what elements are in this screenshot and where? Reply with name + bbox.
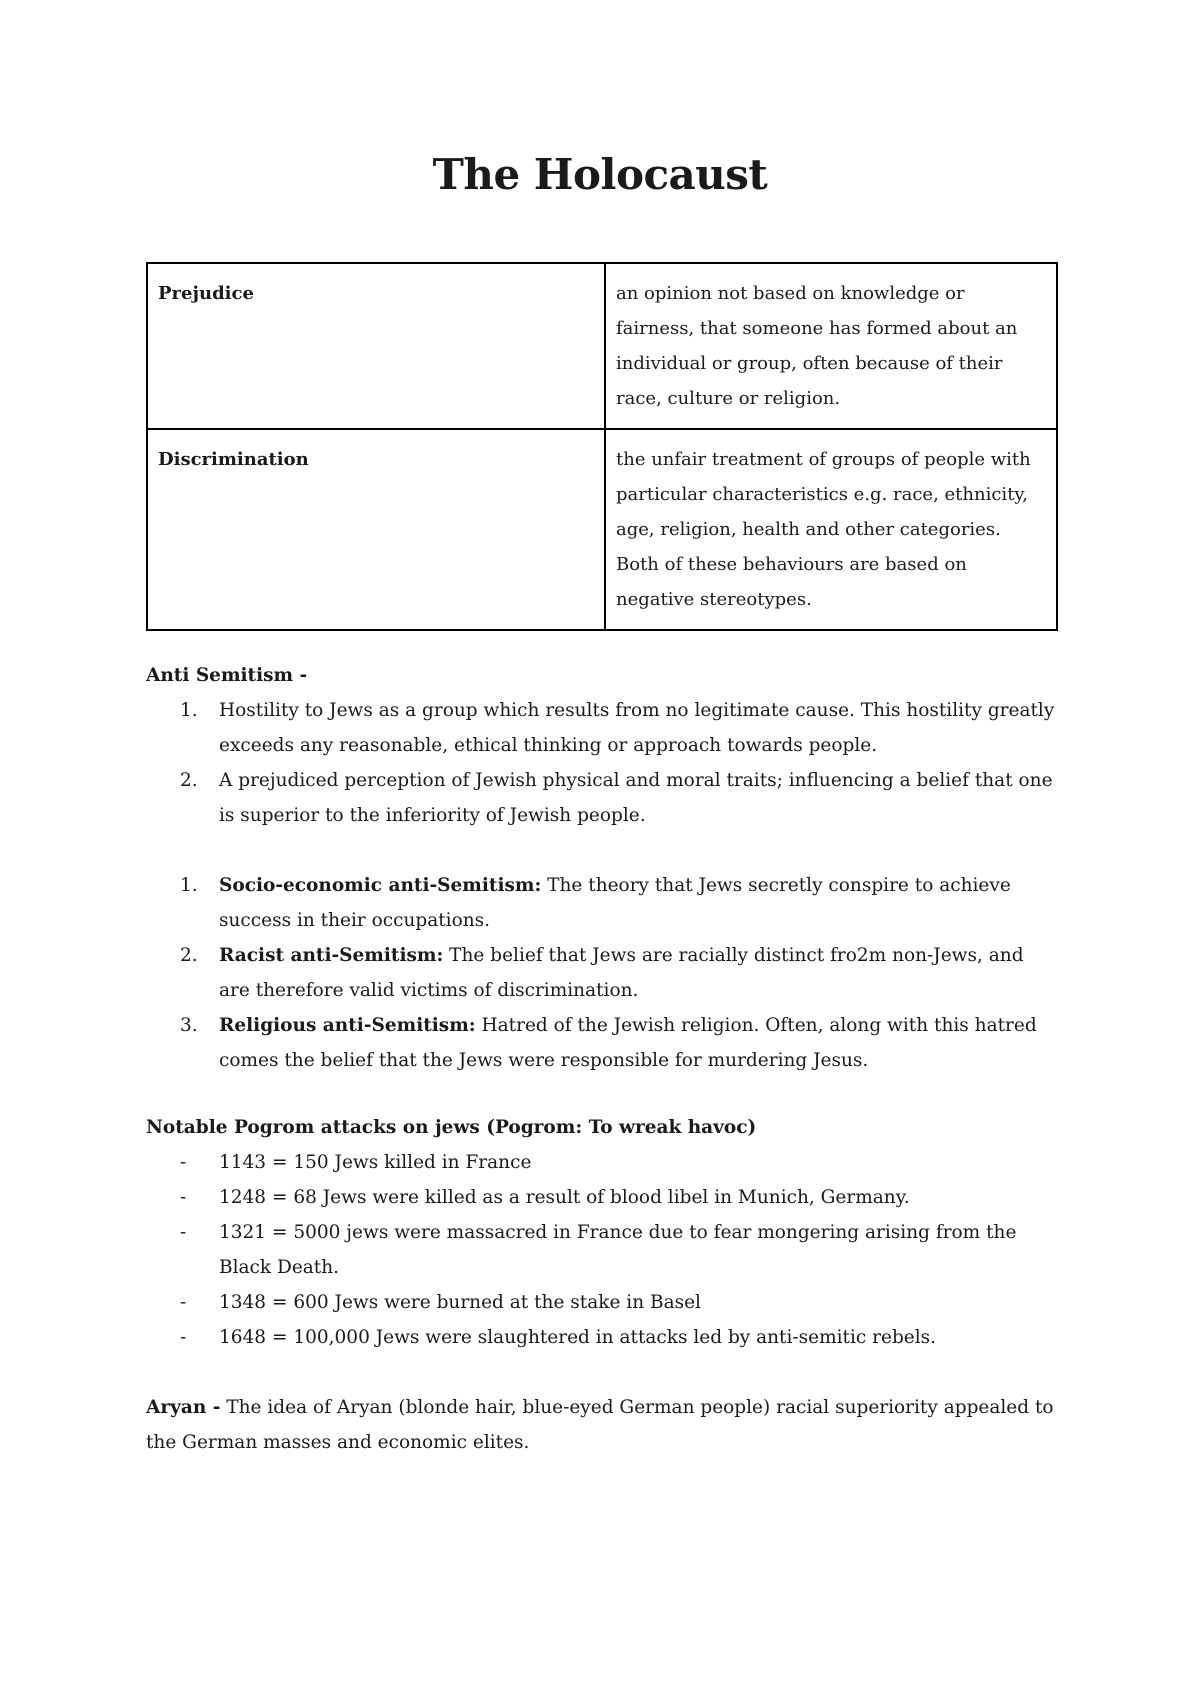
list-item (146, 1008, 1058, 1078)
definition-cell: the unfair treatment of groups of people with particular characteristics e.g. race, ethnicity, age, religion, health and other categories. Both of these behaviours are based on negative stereotypes. (605, 429, 1057, 630)
list-marker: 1. (180, 875, 198, 896)
list-marker: - (180, 1222, 187, 1243)
table-row (147, 263, 1057, 429)
list-item-text: A prejudiced perception of Jewish physical and moral traits; influencing a belief that one is superior to the inferiority of Jewish people. (219, 770, 1053, 826)
list-item-text: Hatred of the Jewish religion. Often, along with this hatred comes the belief that the Jews were responsible for murdering Jesus. (219, 1015, 1037, 1071)
list-item-text: 1348 = 600 Jews were burned at the stake in Basel (219, 1292, 701, 1313)
list-item (146, 1215, 1058, 1285)
aryan-text: The idea of Aryan (blonde hair, blue-eyed German people) racial superiority appealed to the German masses and economic elites. (146, 1397, 1054, 1453)
list-marker: - (180, 1187, 187, 1208)
list-marker: - (180, 1152, 187, 1173)
pogroms-section (146, 1110, 1058, 1355)
list-item-text: 1321 = 5000 jews were massacred in France due to fear mongering arising from the Black Death. (219, 1222, 1017, 1278)
list-marker: 3. (180, 1015, 198, 1036)
list-item-text: Hostility to Jews as a group which results from no legitimate cause. This hostility greatly exceeds any reasonable, ethical thinking or approach towards people. (219, 700, 1055, 756)
numbered-list (146, 868, 1058, 1078)
definition-cell: an opinion not based on knowledge or fairness, that someone has formed about an individual or group, often because of their race, culture or religion. (605, 263, 1057, 429)
list-marker: 2. (180, 770, 198, 791)
table-row (147, 429, 1057, 630)
list-item-text: 1648 = 100,000 Jews were slaughtered in attacks led by anti-semitic rebels. (219, 1327, 937, 1348)
definitions-table (146, 262, 1058, 631)
aryan-paragraph (146, 1390, 1058, 1460)
list-item-text: The theory that Jews secretly conspire to achieve success in their occupations. (219, 875, 1011, 931)
list-item (146, 868, 1058, 938)
item-term: Socio-economic anti-Semitism: (219, 875, 542, 896)
item-term: Racist anti-Semitism: (219, 945, 444, 966)
section-heading: Notable Pogrom attacks on jews (Pogrom: To wreak havoc) (146, 1117, 757, 1138)
list-item (146, 1285, 1058, 1320)
list-item (146, 693, 1058, 763)
aryan-term: Aryan - (146, 1397, 221, 1418)
list-item-text: 1248 = 68 Jews were killed as a result of blood libel in Munich, Germany. (219, 1187, 910, 1208)
list-marker: 1. (180, 700, 198, 721)
numbered-list (146, 693, 1058, 833)
list-marker: - (180, 1292, 187, 1313)
item-term: Religious anti-Semitism: (219, 1015, 476, 1036)
dash-list (146, 1145, 1058, 1355)
term-cell: Prejudice (147, 263, 605, 429)
list-marker: - (180, 1327, 187, 1348)
list-item (146, 938, 1058, 1008)
section-heading: Anti Semitism - (146, 665, 308, 686)
list-item (146, 1145, 1058, 1180)
list-item (146, 763, 1058, 833)
page-title: The Holocaust (432, 150, 768, 199)
list-item-text: The belief that Jews are racially distinct fro2m non-Jews, and are therefore valid victims of discrimination. (219, 945, 1024, 1001)
term-cell: Discrimination (147, 429, 605, 630)
list-item (146, 1320, 1058, 1355)
list-marker: 2. (180, 945, 198, 966)
list-item (146, 1180, 1058, 1215)
anti-semitism-types-section (146, 868, 1058, 1078)
list-item-text: 1143 = 150 Jews killed in France (219, 1152, 532, 1173)
anti-semitism-section (146, 658, 1058, 833)
